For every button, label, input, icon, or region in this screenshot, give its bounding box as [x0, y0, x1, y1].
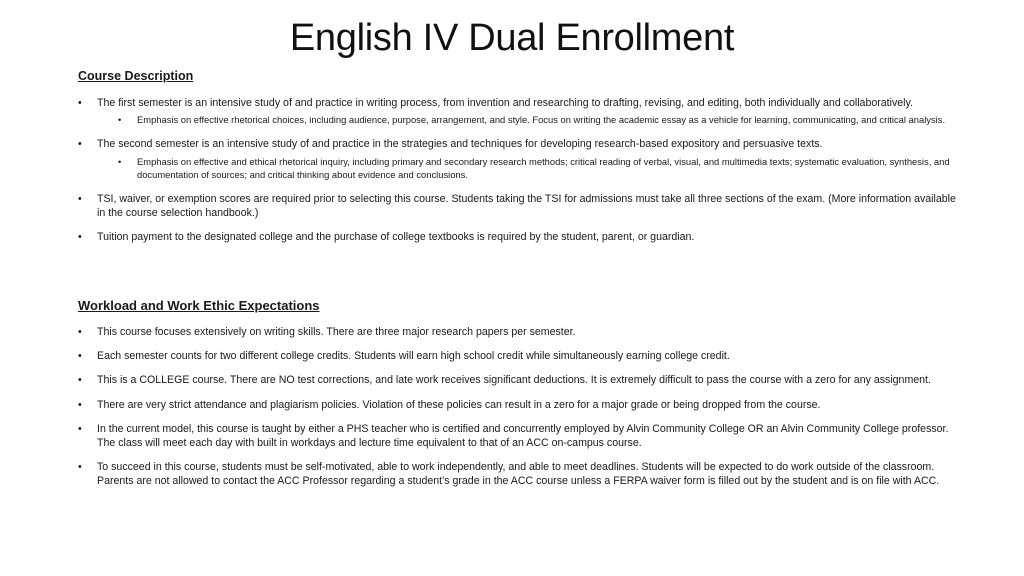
sub-list-item-text: Emphasis on effective and ethical rhetorical inquiry, including primary and secondary research methods; critical reading of verbal, visual, and multimedia texts; systematic evaluation, synthesis, and documentation of sources; and critical thinking about evidence and conclusions.	[137, 155, 950, 180]
sub-list-item	[118, 113, 958, 126]
list-item-text: This course focuses extensively on writing skills. There are three major research papers per semester.	[97, 326, 576, 338]
course-description-heading: Course Description	[78, 69, 194, 83]
sub-list	[97, 155, 958, 181]
list-item-text: This is a COLLEGE course. There are NO test corrections, and late work receives significant deductions. It is extremely difficult to pass the course with a zero for any assignment.	[97, 374, 931, 387]
bullet-icon: •	[78, 374, 82, 387]
sub-list-item	[118, 155, 958, 181]
bullet-icon: •	[78, 398, 82, 411]
list-item	[78, 96, 958, 126]
bullet-icon: •	[78, 138, 82, 151]
sub-list-item-text: Emphasis on effective rhetorical choices, including audience, purpose, arrangement, and style. Focus on writing the academic essay as a vehicle for learning, communicating, and critical analysis.	[137, 114, 946, 126]
list-item	[78, 230, 958, 244]
course-description-list	[78, 96, 958, 245]
workload-heading: Workload and Work Ethic Expectations	[78, 298, 320, 313]
workload-list	[78, 325, 958, 489]
bullet-icon: •	[118, 155, 122, 167]
bullet-icon: •	[78, 461, 82, 474]
list-item-text: The second semester is an intensive study of and practice in the strategies and techniques for developing research-based expository and persuasive texts.	[97, 138, 823, 151]
list-item	[78, 325, 958, 339]
list-item-text: There are very strict attendance and plagiarism policies. Violation of these policies can result in a zero for a major grade or being dropped from the course.	[97, 398, 821, 411]
sub-list	[97, 113, 958, 126]
list-item	[78, 422, 958, 450]
list-item	[78, 460, 958, 488]
bullet-icon: •	[78, 231, 82, 244]
list-item-text: TSI, waiver, or exemption scores are required prior to selecting this course. Students taking the TSI for admissions must take all three sections of the exam. (More information available in the course selection handbook.)	[97, 193, 956, 220]
bullet-icon: •	[78, 422, 82, 435]
list-item	[78, 398, 958, 412]
list-item	[78, 192, 958, 220]
list-item	[78, 349, 958, 363]
bullet-icon: •	[78, 97, 82, 109]
list-item-text: Tuition payment to the designated college and the purchase of college textbooks is required by the student, parent, or guardian.	[97, 231, 695, 244]
bullet-icon: •	[78, 350, 82, 363]
list-item-text: Each semester counts for two different college credits. Students will earn high school credit while simultaneously earning college credit.	[97, 350, 730, 363]
workload-section	[78, 298, 958, 489]
slide-title: English IV Dual Enrollment	[289, 17, 735, 59]
list-item-text: The first semester is an intensive study of and practice in writing process, from invention and researching to drafting, revising, and editing, both individually and collaboratively.	[97, 97, 913, 109]
course-description-section	[78, 68, 958, 245]
list-item	[78, 137, 958, 181]
bullet-icon: •	[78, 326, 82, 338]
bullet-icon: •	[118, 114, 122, 126]
list-item-text: In the current model, this course is taught by either a PHS teacher who is certified and concurrently employed by Alvin Community College OR an Alvin Community College professor. The class will meet each day with built in workdays and lecture time equivalent to that of an ACC on-campus course.	[97, 422, 949, 450]
list-item	[78, 373, 958, 387]
bullet-icon: •	[78, 193, 82, 206]
list-item-text: To succeed in this course, students must be self-motivated, able to work independently, and able to meet deadlines. Students will be expected to do work outside of the classroom. Parents are not allowed to contact the ACC Professor regarding a student’s grade in the ACC course unless a FERPA waiver form is filled out by the student and is on file with ACC.	[97, 461, 940, 488]
